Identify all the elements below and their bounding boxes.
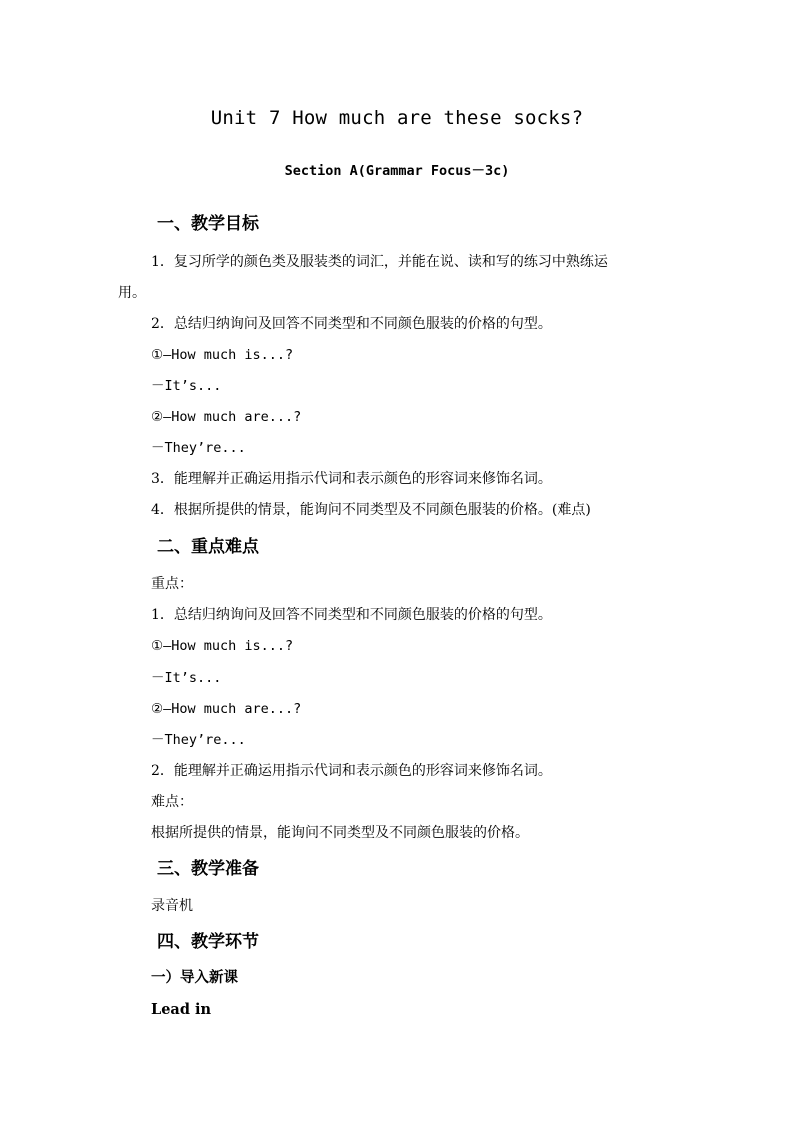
objective-item-3: 3．能理解并正确运用指示代词和表示颜色的形容词来修饰名词。 <box>151 471 552 487</box>
focus-item-2: 2．能理解并正确运用指示代词和表示颜色的形容词来修饰名词。 <box>151 763 552 779</box>
difficulty-label: 难点： <box>151 794 193 810</box>
focus-pattern-1-answer: －It’s... <box>151 670 222 686</box>
objective-item-1-line-2: 用。 <box>118 285 146 301</box>
focus-pattern-2-answer: －They’re... <box>151 732 246 748</box>
objective-pattern-2-answer: －They’re... <box>151 440 246 456</box>
procedure-step-1: 一）导入新课 <box>151 969 238 986</box>
page-subtitle: Section A(Grammar Focus－3c) <box>284 163 510 179</box>
focus-item-1: 1．总结归纳询问及回答不同类型和不同颜色服装的价格的句型。 <box>151 607 552 623</box>
page-title: Unit 7 How much are these socks? <box>210 107 584 129</box>
section-heading-procedure: 四、教学环节 <box>157 932 259 952</box>
preparation-text: 录音机 <box>151 898 193 914</box>
section-heading-preparation: 三、教学准备 <box>157 859 259 879</box>
focus-pattern-1-question: ①—How much is...? <box>151 638 294 654</box>
objective-pattern-2-question: ②—How much are...? <box>151 409 302 425</box>
difficulty-text: 根据所提供的情景，能询问不同类型及不同颜色服装的价格。 <box>151 825 529 841</box>
objective-pattern-1-answer: －It’s... <box>151 378 222 394</box>
objective-item-4: 4．根据所提供的情景，能询问不同类型及不同颜色服装的价格。(难点) <box>151 502 591 518</box>
objective-pattern-1-question: ①—How much is...? <box>151 347 294 363</box>
procedure-step-1-sub: Lead in <box>151 1001 212 1018</box>
focus-label: 重点： <box>151 576 193 592</box>
focus-pattern-2-question: ②—How much are...? <box>151 701 302 717</box>
objective-item-1-line-1: 1．复习所学的颜色类及服装类的词汇，并能在说、读和写的练习中熟练运 <box>151 254 608 270</box>
objective-item-2: 2．总结归纳询问及回答不同类型和不同颜色服装的价格的句型。 <box>151 316 552 332</box>
section-heading-key-points: 二、重点难点 <box>157 537 259 557</box>
section-heading-objectives: 一、教学目标 <box>157 214 259 234</box>
